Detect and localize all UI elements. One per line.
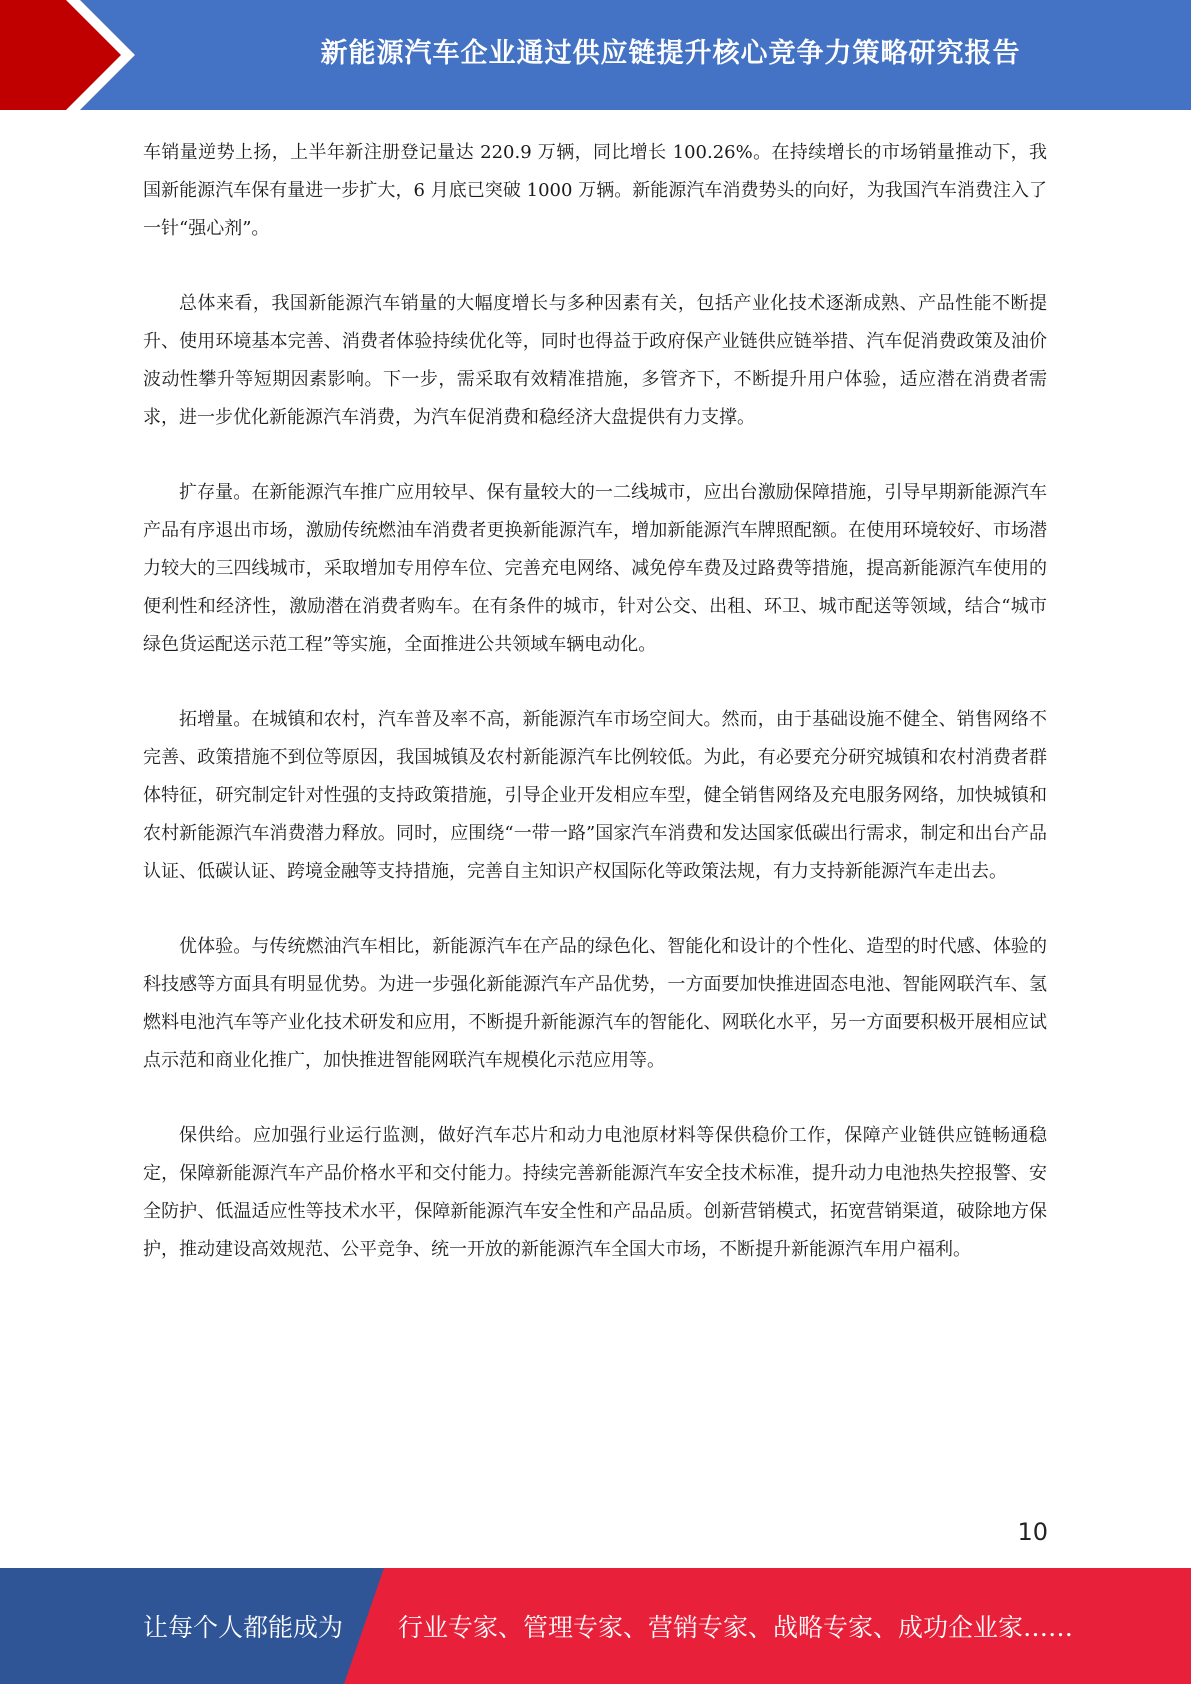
paragraph-expand-increment: 拓增量。在城镇和农村，汽车普及率不高，新能源汽车市场空间大。然而，由于基础设施不健全、销售网络不完善、政策措施不到位等原因，我国城镇及农村新能源汽车比例较低。为此，有必要充分研究城镇和农村消费者群体特征，研究制定针对性强的支持政策措施，引导企业开发相应车型，健全销售网络及充电服务网络，加快城镇和农村新能源汽车消费潜力释放。同时，应围绕“一带一路”国家汽车消费和发达国家低碳出行需求，制定和出台产品认证、低碳认证、跨境金融等支持措施，完善自主知识产权国际化等政策法规，有力支持新能源汽车走出去。 [143,709,1047,882]
report-title: 新能源汽车企业通过供应链提升核心竞争力策略研究报告 [320,37,1021,69]
paragraph-expand-stock: 扩存量。在新能源汽车推广应用较早、保有量较大的一二线城市，应出台激励保障措施，引导早期新能源汽车产品有序退出市场，激励传统燃油车消费者更换新能源汽车，增加新能源汽车牌照配额。在使用环境较好、市场潜力较大的三四线城市，采取增加专用停车位、完善充电网络、减免停车费及过路费等措施，提高新能源汽车使用的便利性和经济性，激励潜在消费者购车。在有条件的城市，针对公交、出租、环卫、城市配送等领域，结合“城市绿色货运配送示范工程”等实施，全面推进公共领域车辆电动化。 [143,482,1047,655]
footer-slogan-left: 让每个人都能成为 [143,1613,344,1642]
page-footer [0,1568,1191,1684]
paragraph-overview: 总体来看，我国新能源汽车销量的大幅度增长与多种因素有关，包括产业化技术逐渐成熟、产品性能不断提升、使用环境基本完善、消费者体验持续优化等，同时也得益于政府保产业链供应链举措、汽车促消费政策及油价波动性攀升等短期因素影响。下一步，需采取有效精准措施，多管齐下，不断提升用户体验，适应潜在消费者需求，进一步优化新能源汽车消费，为汽车促消费和稳经济大盘提供有力支撑。 [143,293,1047,428]
header-chevron-decoration [0,0,150,110]
paragraph-ensure-supply: 保供给。应加强行业运行监测，做好汽车芯片和动力电池原材料等保供稳价工作，保障产业链供应链畅通稳定，保障新能源汽车产品价格水平和交付能力。持续完善新能源汽车安全技术标准，提升动力电池热失控报警、安全防护、低温适应性等技术水平，保障新能源汽车安全性和产品品质。创新营销模式，拓宽营销渠道，破除地方保护，推动建设高效规范、公平竞争、统一开放的新能源汽车全国大市场，不断提升新能源汽车用户福利。 [143,1125,1047,1260]
paragraph-sales-growth: 车销量逆势上扬，上半年新注册登记量达 220.9 万辆，同比增长 100.26%。在持续增长的市场销量推动下，我国新能源汽车保有量进一步扩大，6 月底已突破 1000 万辆。新能源汽车消费势头的向好，为我国汽车消费注入了一针“强心剂”。 [143,142,1047,239]
report-body [143,134,1047,1306]
paragraph-optimize-experience: 优体验。与传统燃油汽车相比，新能源汽车在产品的绿色化、智能化和设计的个性化、造型的时代感、体验的科技感等方面具有明显优势。为进一步强化新能源汽车产品优势，一方面要加快推进固态电池、智能网联汽车、氢燃料电池汽车等产业化技术研发和应用，不断提升新能源汽车的智能化、网联化水平，另一方面要积极开展相应试点示范和商业化推广，加快推进智能网联汽车规模化示范应用等。 [143,936,1047,1071]
page-number: 10 [1017,1518,1048,1546]
footer-slogan-right: 行业专家、管理专家、营销专家、战略专家、成功企业家…… [398,1613,1074,1642]
page-header [0,0,1191,110]
